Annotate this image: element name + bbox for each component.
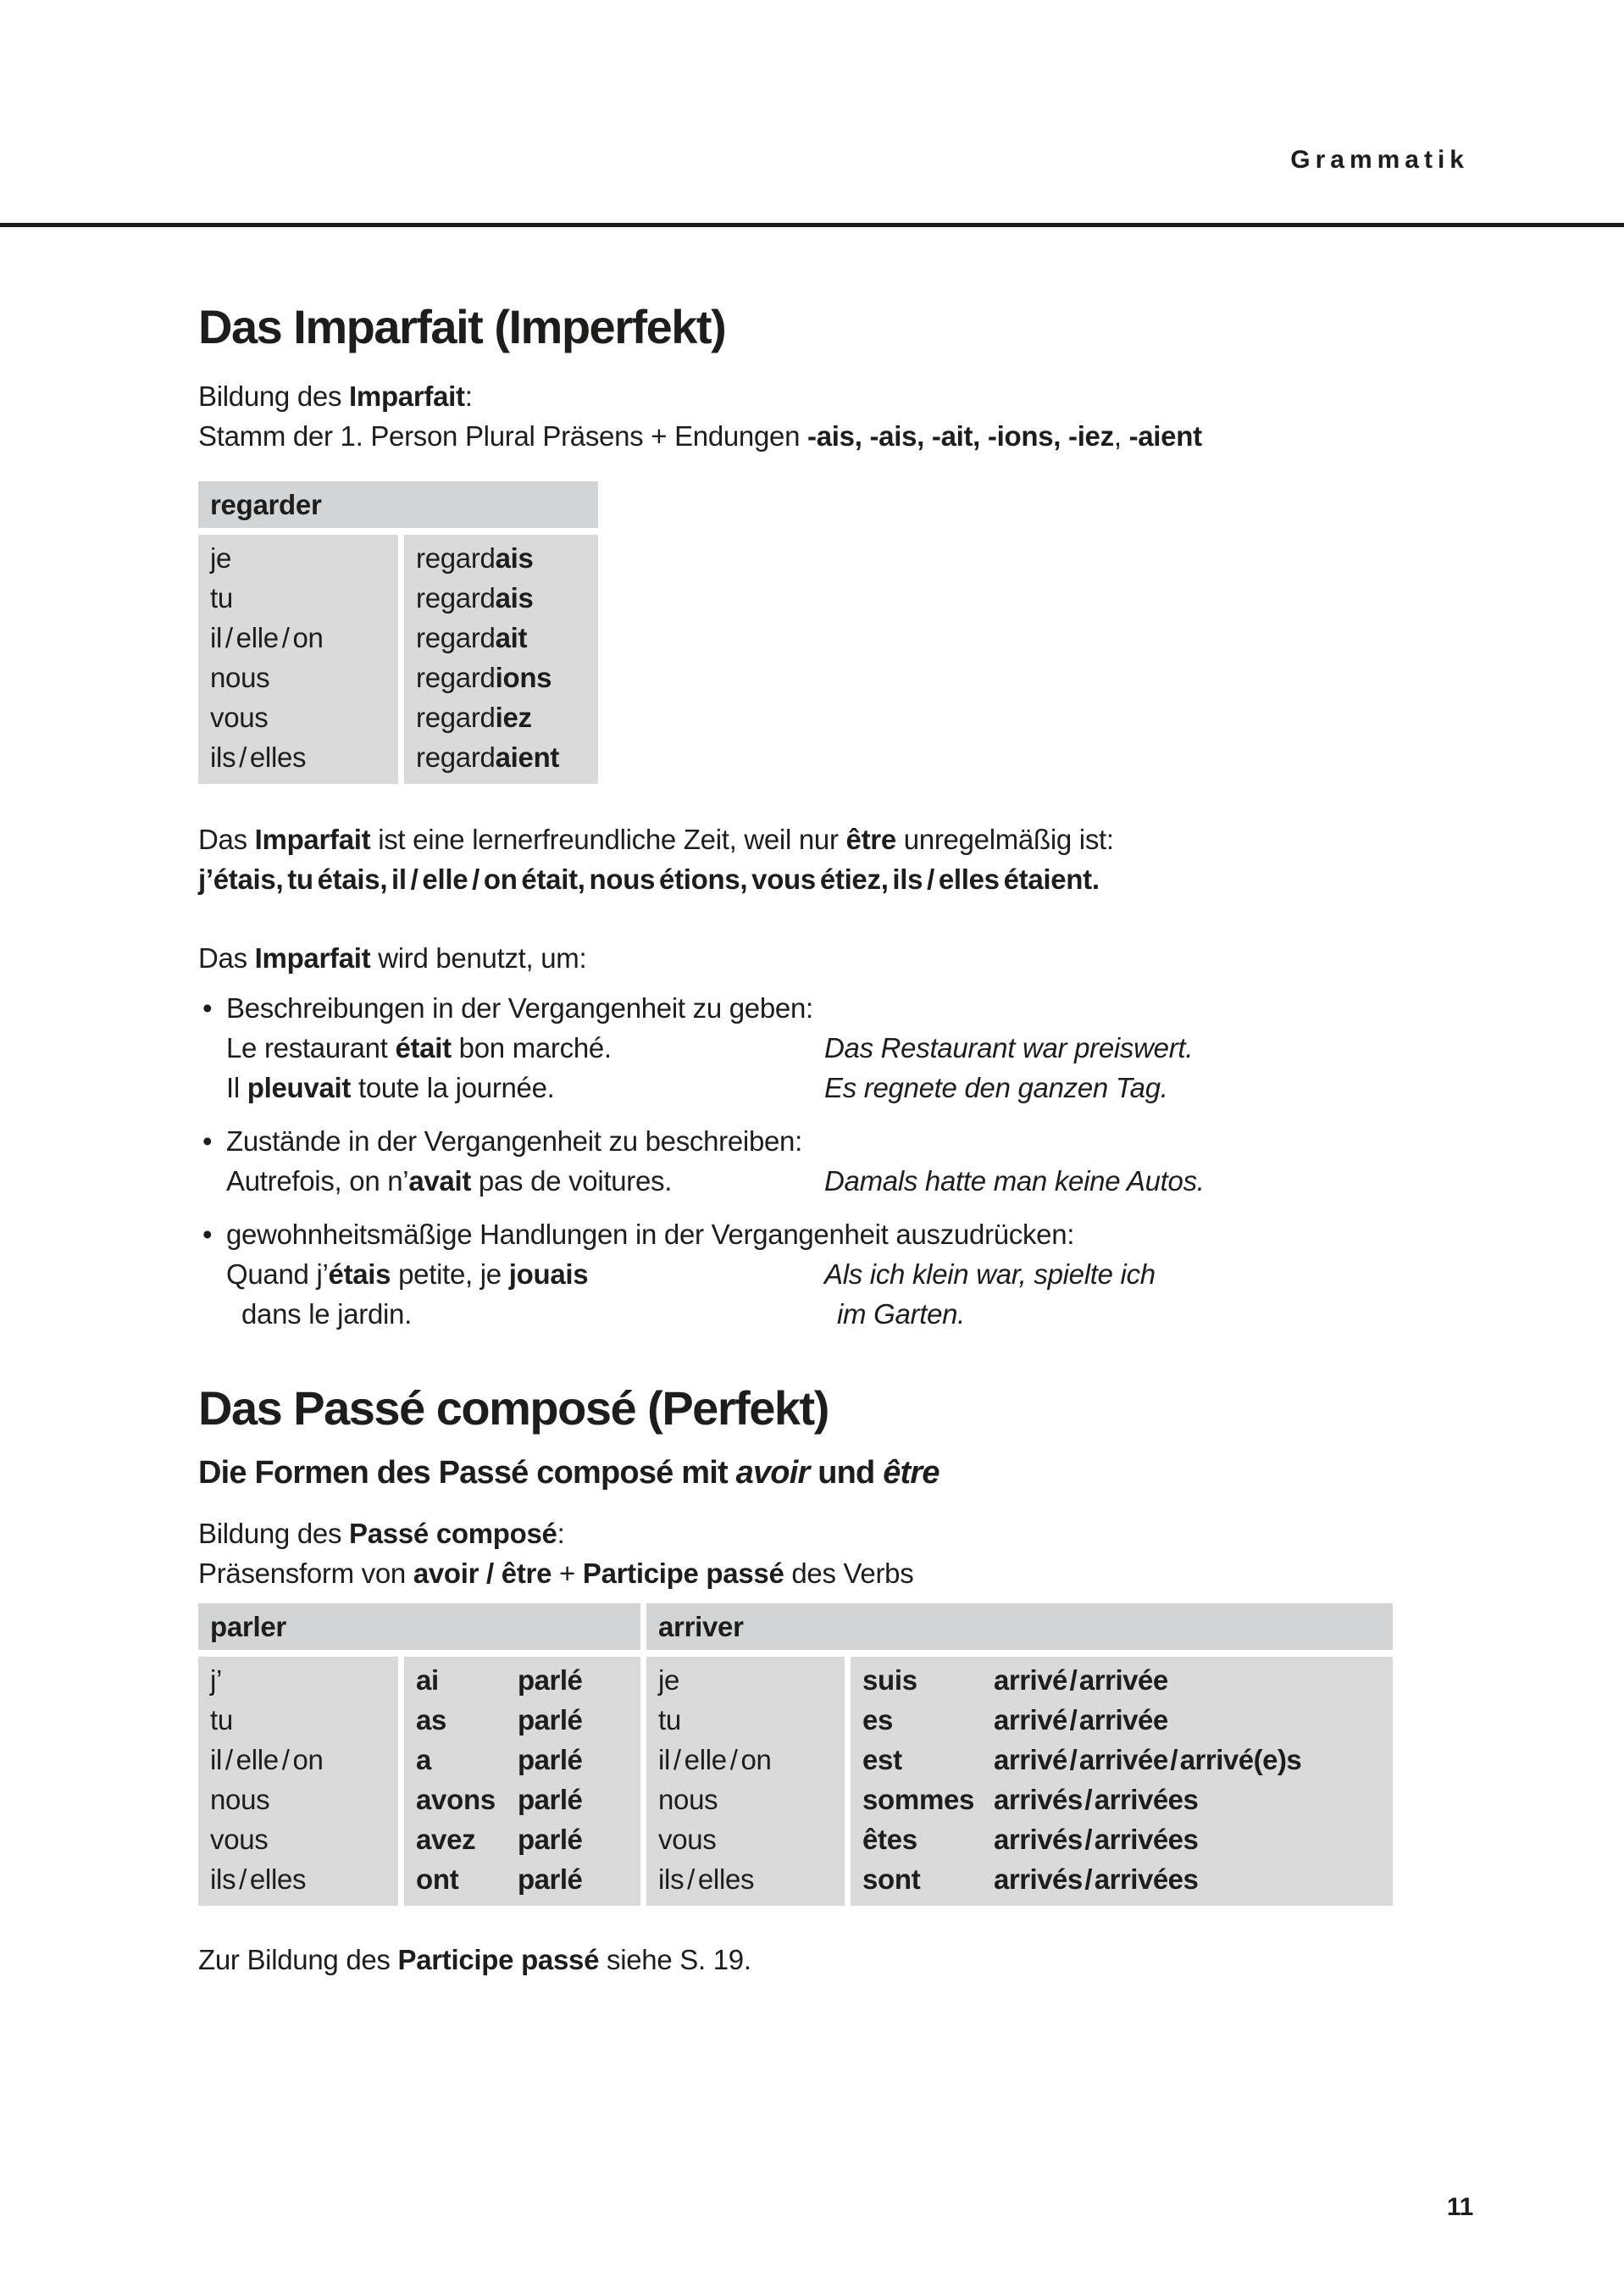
conjugation-table-passe-compose bbox=[198, 1603, 1394, 1906]
arriver-pronoun-column bbox=[646, 1657, 845, 1906]
example-row bbox=[198, 1068, 1394, 1108]
usage-bullet-states bbox=[198, 1121, 1394, 1201]
section-title-imparfait: Das Imparfait (Imperfekt) bbox=[198, 300, 726, 353]
table-row: vous bbox=[210, 1824, 269, 1855]
table-row: ai parlé bbox=[416, 1664, 583, 1696]
table-row: ils / elles bbox=[210, 1863, 307, 1895]
table-row: je bbox=[658, 1664, 680, 1696]
page-header-label: Grammatik bbox=[1290, 146, 1469, 174]
table-row: regardaient bbox=[416, 741, 560, 773]
example-french: dans le jardin. bbox=[241, 1298, 412, 1330]
formation-line: Stamm der 1. Person Plural Präsens + Endungen -ais, -ais, -ait, -ions, -iez, -aient bbox=[198, 420, 1202, 452]
bullet-heading: Zustände in der Vergangenheit zu beschreiben: bbox=[226, 1125, 802, 1157]
pronoun-column bbox=[198, 535, 398, 784]
table-row: es arrivé / arrivée bbox=[862, 1704, 1168, 1735]
example-german: Als ich klein war, spielte ich bbox=[824, 1258, 1156, 1290]
table-row: as parlé bbox=[416, 1704, 583, 1735]
table-row: sommes arrivés / arrivées bbox=[862, 1784, 1199, 1815]
table-row: nous bbox=[210, 662, 270, 693]
bullet-heading: Beschreibungen in der Vergangenheit zu geben: bbox=[226, 992, 813, 1024]
passe-formation bbox=[198, 1513, 1394, 1593]
example-french: Quand j’étais petite, je jouais bbox=[226, 1258, 589, 1290]
note-line: j’étais, tu étais, il / elle / on était, nous étions, vous étiez, ils / elles étaient. bbox=[198, 864, 1100, 895]
usage-bullet-habits bbox=[198, 1214, 1394, 1334]
participe-passe-reference: Zur Bildung des Participe passé siehe S. 19. bbox=[198, 1944, 751, 1975]
conjugation-table-regarder bbox=[198, 481, 598, 784]
example-row bbox=[198, 1161, 1394, 1201]
header-divider-rule bbox=[0, 223, 1624, 227]
imparfait-formation bbox=[198, 376, 1394, 456]
table-row: nous bbox=[210, 1784, 270, 1815]
table-row: ils / elles bbox=[210, 741, 307, 773]
formation-line: Bildung des Passé composé: bbox=[198, 1518, 565, 1549]
table-row: regardais bbox=[416, 582, 534, 614]
table-body bbox=[198, 535, 598, 784]
parler-pronoun-column bbox=[198, 1657, 398, 1906]
table-row: est arrivé / arrivée / arrivé(e)s bbox=[862, 1744, 1302, 1775]
table-row: a parlé bbox=[416, 1744, 583, 1775]
bullet-icon: • bbox=[202, 1125, 213, 1157]
bullet-heading: gewohnheitsmäßige Handlungen in der Vergangenheit auszudrücken: bbox=[226, 1219, 1075, 1250]
table-row: il / elle / on bbox=[210, 1744, 324, 1775]
table-header-verb-parler: parler bbox=[198, 1603, 640, 1650]
example-german: Damals hatte man keine Autos. bbox=[824, 1165, 1205, 1197]
example-german: Das Restaurant war preiswert. bbox=[824, 1032, 1194, 1063]
table-row: avons parlé bbox=[416, 1784, 583, 1815]
table-row: vous bbox=[210, 702, 269, 733]
table-header-verb: regarder bbox=[198, 481, 598, 528]
table-row: il / elle / on bbox=[210, 622, 324, 653]
example-row bbox=[198, 1254, 1394, 1294]
table-row: nous bbox=[658, 1784, 718, 1815]
bullet-icon: • bbox=[202, 992, 213, 1024]
table-row: j’ bbox=[210, 1664, 223, 1696]
table-header-verb-arriver: arriver bbox=[646, 1603, 1393, 1650]
note-line: Das Imparfait ist eine lernerfreundliche Zeit, weil nur être unregelmäßig ist: bbox=[198, 824, 1114, 855]
page-content bbox=[0, 300, 1624, 1980]
table-row: regardions bbox=[416, 662, 552, 693]
bullet-icon: • bbox=[202, 1219, 213, 1250]
table-row: tu bbox=[210, 1704, 233, 1735]
parler-form-column bbox=[404, 1657, 640, 1906]
formation-line: Bildung des Imparfait: bbox=[198, 380, 473, 412]
table-row: je bbox=[210, 542, 232, 574]
table-header-row bbox=[198, 1603, 1394, 1650]
table-row: regardiez bbox=[416, 702, 532, 733]
table-row: suis arrivé / arrivée bbox=[862, 1664, 1168, 1696]
table-row: êtes arrivés / arrivées bbox=[862, 1824, 1199, 1855]
table-row: regardais bbox=[416, 542, 534, 574]
table-row: ont parlé bbox=[416, 1863, 583, 1895]
table-row: il / elle / on bbox=[658, 1744, 772, 1775]
table-row: ils / elles bbox=[658, 1863, 755, 1895]
table-row: regardait bbox=[416, 622, 528, 653]
example-french: Autrefois, on n’avait pas de voitures. bbox=[226, 1165, 673, 1197]
table-row: vous bbox=[658, 1824, 717, 1855]
example-german: im Garten. bbox=[837, 1298, 966, 1330]
passe-subtitle: Die Formen des Passé composé mit avoir und être bbox=[198, 1455, 939, 1491]
arriver-form-column bbox=[851, 1657, 1393, 1906]
usage-intro: Das Imparfait wird benutzt, um: bbox=[198, 942, 587, 974]
table-row: tu bbox=[658, 1704, 681, 1735]
example-french: Il pleuvait toute la journée. bbox=[226, 1072, 555, 1103]
imparfait-note bbox=[198, 819, 1394, 899]
page-number: 11 bbox=[1446, 2193, 1473, 2221]
table-row: avez parlé bbox=[416, 1824, 583, 1855]
verb-form-column bbox=[404, 535, 598, 784]
example-french: Le restaurant était bon marché. bbox=[226, 1032, 612, 1063]
section-title-passe-compose: Das Passé composé (Perfekt) bbox=[198, 1381, 829, 1435]
table-body bbox=[198, 1657, 1394, 1906]
example-row bbox=[198, 1294, 1394, 1334]
table-row: tu bbox=[210, 582, 233, 614]
table-row: sont arrivés / arrivées bbox=[862, 1863, 1199, 1895]
example-german: Es regnete den ganzen Tag. bbox=[824, 1072, 1168, 1103]
formation-line: Präsensform von avoir / être + Participe passé des Verbs bbox=[198, 1558, 914, 1589]
example-row bbox=[198, 1028, 1394, 1068]
usage-bullet-descriptions bbox=[198, 988, 1394, 1108]
